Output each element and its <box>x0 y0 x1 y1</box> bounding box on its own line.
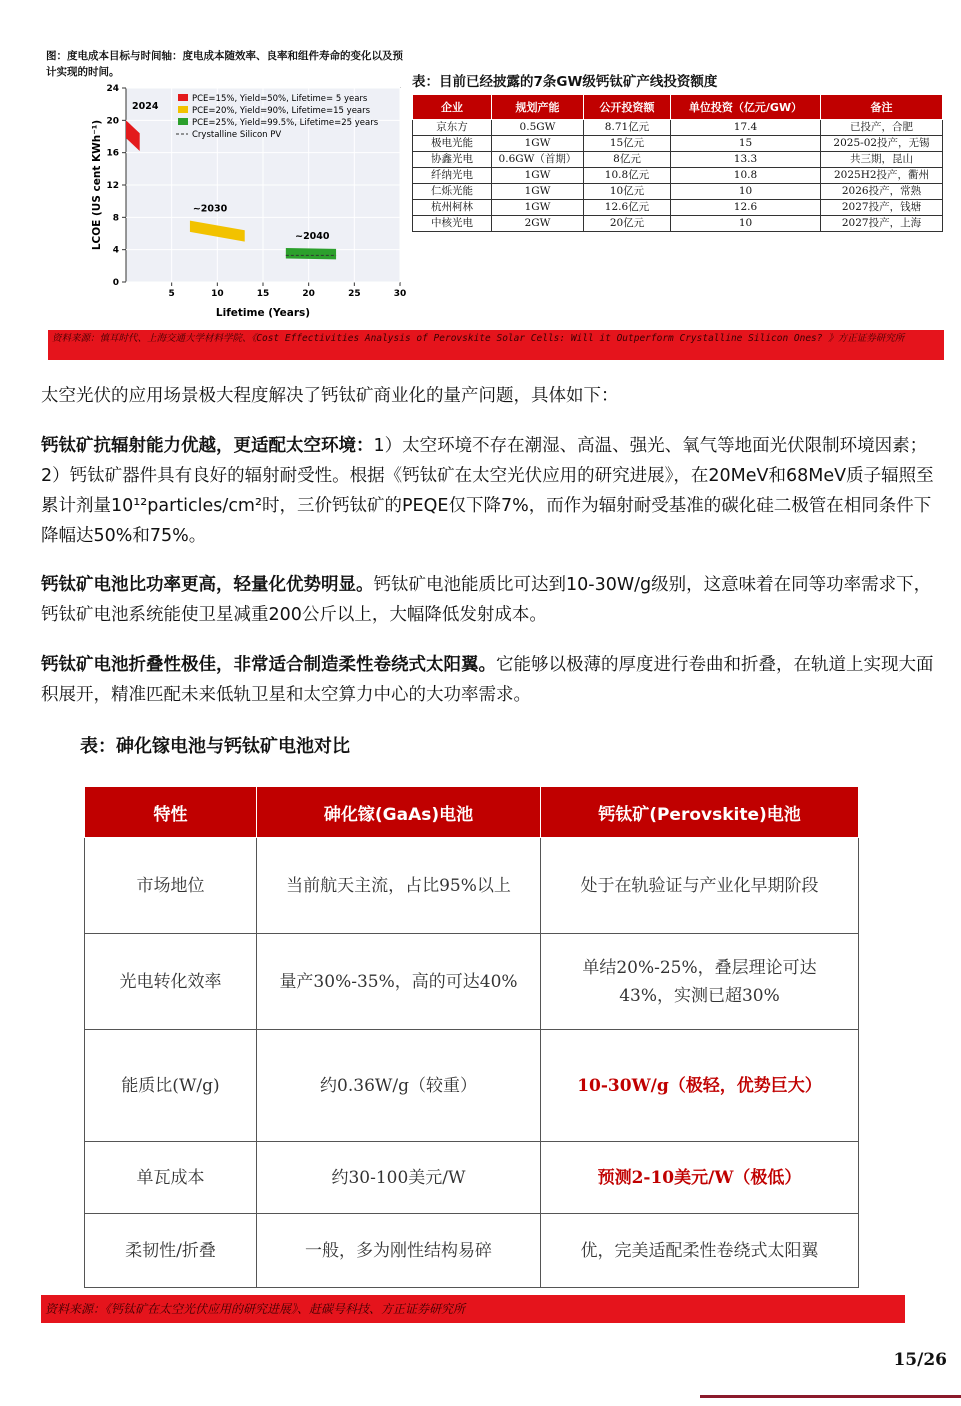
footer-rule <box>700 1395 961 1398</box>
table-row <box>413 216 943 232</box>
table1-cell: 京东方 <box>413 120 492 136</box>
paragraph-power-body: 钙钛矿电池能质比可达到10-30W/g级别，这意味着在同等功率需求下，钙钛矿电池系统能使卫星减重200公斤以上，大幅降低发射成本。 <box>41 575 932 625</box>
table2-cell: 量产30%-35%，高的可达40% <box>257 934 541 1030</box>
y-tick-label: 24 <box>106 84 119 94</box>
table1-header-1: 规划产能 <box>492 95 584 120</box>
table1-cell: 1GW <box>492 168 584 184</box>
table1-cell: 2026投产，常熟 <box>821 184 943 200</box>
comparison-table <box>84 786 859 1288</box>
table1-cell: 20亿元 <box>584 216 671 232</box>
table2-cell: 优，完美适配柔性卷绕式太阳翼 <box>541 1214 859 1288</box>
table-row <box>413 136 943 152</box>
page-number: 15/26 <box>893 1350 947 1370</box>
table1-cell: 纤纳光电 <box>413 168 492 184</box>
table1-cell: 0.6GW（首期） <box>492 152 584 168</box>
table1-cell: 协鑫光电 <box>413 152 492 168</box>
legend-label: Crystalline Silicon PV <box>192 130 282 140</box>
table1-cell: 中核光电 <box>413 216 492 232</box>
table1-cell: 12.6亿元 <box>584 200 671 216</box>
table2-title: 表：砷化镓电池与钙钛矿电池对比 <box>80 736 350 757</box>
lcoe-chart <box>44 80 409 320</box>
table1-cell: 12.6 <box>671 200 821 216</box>
table2-cell: 当前航天主流，占比95%以上 <box>257 838 541 934</box>
table1-cell: 10.8亿元 <box>584 168 671 184</box>
x-tick-label: 5 <box>168 289 175 299</box>
paragraph-power-lead: 钙钛矿电池比功率更高，轻量化优势明显。 <box>41 575 374 595</box>
table1-cell: 8.71亿元 <box>584 120 671 136</box>
table1-cell: 8亿元 <box>584 152 671 168</box>
paragraph-radiation-body: 1）太空环境不存在潮湿、高温、强光、氧气等地面光伏限制环境因素；2）钙钛矿器件具有良好的辐射耐受性。根据《钙钛矿在太空光伏应用的研究进展》，在20MeV和68MeV质子辐照至累计剂量10¹²particles/cm²时，三价钙钛矿的PEQE仅下降7%，而作为辐射耐受基准的碳化硅二极管在相同条件下降幅达50%和75%。 <box>41 436 934 546</box>
x-tick-label: 30 <box>393 289 407 299</box>
source-note-2: 资料来源：《钙钛矿在太空光伏应用的研究进展》、赶碳号科技、方正证券研究所 <box>41 1295 905 1323</box>
table-row <box>413 120 943 136</box>
table2-cell: 能质比(W/g) <box>85 1030 257 1142</box>
source-note-1: 资料来源：慎耳时代、上海交通大学材料学院、《Cost Effectivities Analysis of Perovskite Solar Cells: Will it Outperform Crystalline Silicon Ones? 》方正证券研究所 <box>48 330 944 360</box>
table1-cell: 10亿元 <box>584 184 671 200</box>
table1-cell: 0.5GW <box>492 120 584 136</box>
table1-cell: 1GW <box>492 136 584 152</box>
x-tick-label: 20 <box>302 289 315 299</box>
x-axis-label: Lifetime (Years) <box>215 307 311 319</box>
table1-cell: 杭州柯林 <box>413 200 492 216</box>
table1-cell: 共三期，昆山 <box>821 152 943 168</box>
table2-cell: 光电转化效率 <box>85 934 257 1030</box>
table1-cell: 10 <box>671 184 821 200</box>
table1-cell: 2027投产，上海 <box>821 216 943 232</box>
y-axis-label: LCOE (US cent KWh⁻¹) <box>91 119 103 251</box>
paragraph-radiation-lead: 钙钛矿抗辐射能力优越，更适配太空环境： <box>41 436 374 456</box>
table1-cell: 15亿元 <box>584 136 671 152</box>
y-tick-label: 20 <box>106 116 119 127</box>
paragraph-flex-body: 它能够以极薄的厚度进行卷曲和折叠，在轨道上实现大面积展开，精准匹配未来低轨卫星和太空算力中心的大功率需求。 <box>41 655 934 705</box>
table-row <box>85 1142 859 1214</box>
y-tick-label: 0 <box>112 278 119 288</box>
table1-header-3: 单位投资（亿元/GW） <box>671 95 821 120</box>
table1-cell: 1GW <box>492 184 584 200</box>
table1-title: 表：目前已经披露的7条GW级钙钛矿产线投资额度 <box>412 74 718 90</box>
table1-cell: 2025H2投产，衢州 <box>821 168 943 184</box>
paragraph-flex-lead: 钙钛矿电池折叠性极佳，非常适合制造柔性卷绕式太阳翼。 <box>41 655 496 675</box>
table-row <box>85 1030 859 1142</box>
table1-cell: 2025-02投产，无锡 <box>821 136 943 152</box>
figure-title: 图：度电成本目标与时间轴：度电成本随效率、良率和组件寿命的变化以及预计实现的时间。 <box>46 50 403 78</box>
intro-paragraph: 太空光伏的应用场景极大程度解决了钙钛矿商业化的量产问题，具体如下： <box>41 386 619 406</box>
investment-table <box>412 94 943 232</box>
legend-swatch <box>178 118 188 125</box>
table2-cell: 市场地位 <box>85 838 257 934</box>
table1-cell: 1GW <box>492 200 584 216</box>
table-row <box>85 1214 859 1288</box>
table-row <box>85 838 859 934</box>
series-label: 2024 <box>132 101 159 113</box>
table1-cell: 13.3 <box>671 152 821 168</box>
table2-header-1: 砷化镓(GaAs)电池 <box>257 787 541 838</box>
table1-cell: 极电光能 <box>413 136 492 152</box>
table1-header-2: 公开投资额 <box>584 95 671 120</box>
table-row <box>85 934 859 1030</box>
table1-cell: 10 <box>671 216 821 232</box>
series-band-2 <box>286 248 336 259</box>
y-tick-label: 4 <box>112 245 119 256</box>
table-row <box>413 200 943 216</box>
series-label: ~2040 <box>295 231 330 243</box>
table2-cell: 柔韧性/折叠 <box>85 1214 257 1288</box>
table2-cell: 一般，多为刚性结构易碎 <box>257 1214 541 1288</box>
table2-header-0: 特性 <box>85 787 257 838</box>
paragraph-radiation <box>41 431 947 551</box>
table1-cell: 已投产，合肥 <box>821 120 943 136</box>
legend-swatch <box>178 94 188 101</box>
legend-swatch <box>178 106 188 113</box>
table2-cell: 处于在轨验证与产业化早期阶段 <box>541 838 859 934</box>
table1-cell: 2GW <box>492 216 584 232</box>
table2-cell: 单结20%-25%，叠层理论可达43%，实测已超30% <box>541 934 859 1030</box>
table1-cell: 10.8 <box>671 168 821 184</box>
y-tick-label: 8 <box>112 213 119 224</box>
legend-label: PCE=25%, Yield=99.5%, Lifetime=25 years <box>192 118 379 128</box>
table2-cell: 预测2-10美元/W（极低） <box>541 1142 859 1214</box>
table-row <box>413 168 943 184</box>
y-tick-label: 16 <box>106 148 119 159</box>
paragraph-flex <box>41 650 947 710</box>
series-label: ~2030 <box>192 203 228 215</box>
paragraph-power <box>41 570 947 630</box>
table1-cell: 仁烁光能 <box>413 184 492 200</box>
table2-cell: 约30-100美元/W <box>257 1142 541 1214</box>
y-tick-label: 12 <box>106 181 119 191</box>
table2-header-2: 钙钛矿(Perovskite)电池 <box>541 787 859 838</box>
table1-cell: 2027投产，钱塘 <box>821 200 943 216</box>
table-row <box>413 184 943 200</box>
table-row <box>413 152 943 168</box>
table1-header-0: 企业 <box>413 95 492 120</box>
x-tick-label: 25 <box>348 289 361 299</box>
table1-cell: 17.4 <box>671 120 821 136</box>
legend-label: PCE=20%, Yield=90%, Lifetime=15 years <box>192 106 371 116</box>
x-tick-label: 15 <box>256 289 270 299</box>
table1-cell: 15 <box>671 136 821 152</box>
legend-label: PCE=15%, Yield=50%, Lifetime= 5 years <box>192 94 368 104</box>
table2-cell: 10-30W/g（极轻，优势巨大） <box>541 1030 859 1142</box>
x-tick-label: 10 <box>211 289 224 299</box>
table2-cell: 单瓦成本 <box>85 1142 257 1214</box>
table2-cell: 约0.36W/g（较重） <box>257 1030 541 1142</box>
table1-header-4: 备注 <box>821 95 943 120</box>
